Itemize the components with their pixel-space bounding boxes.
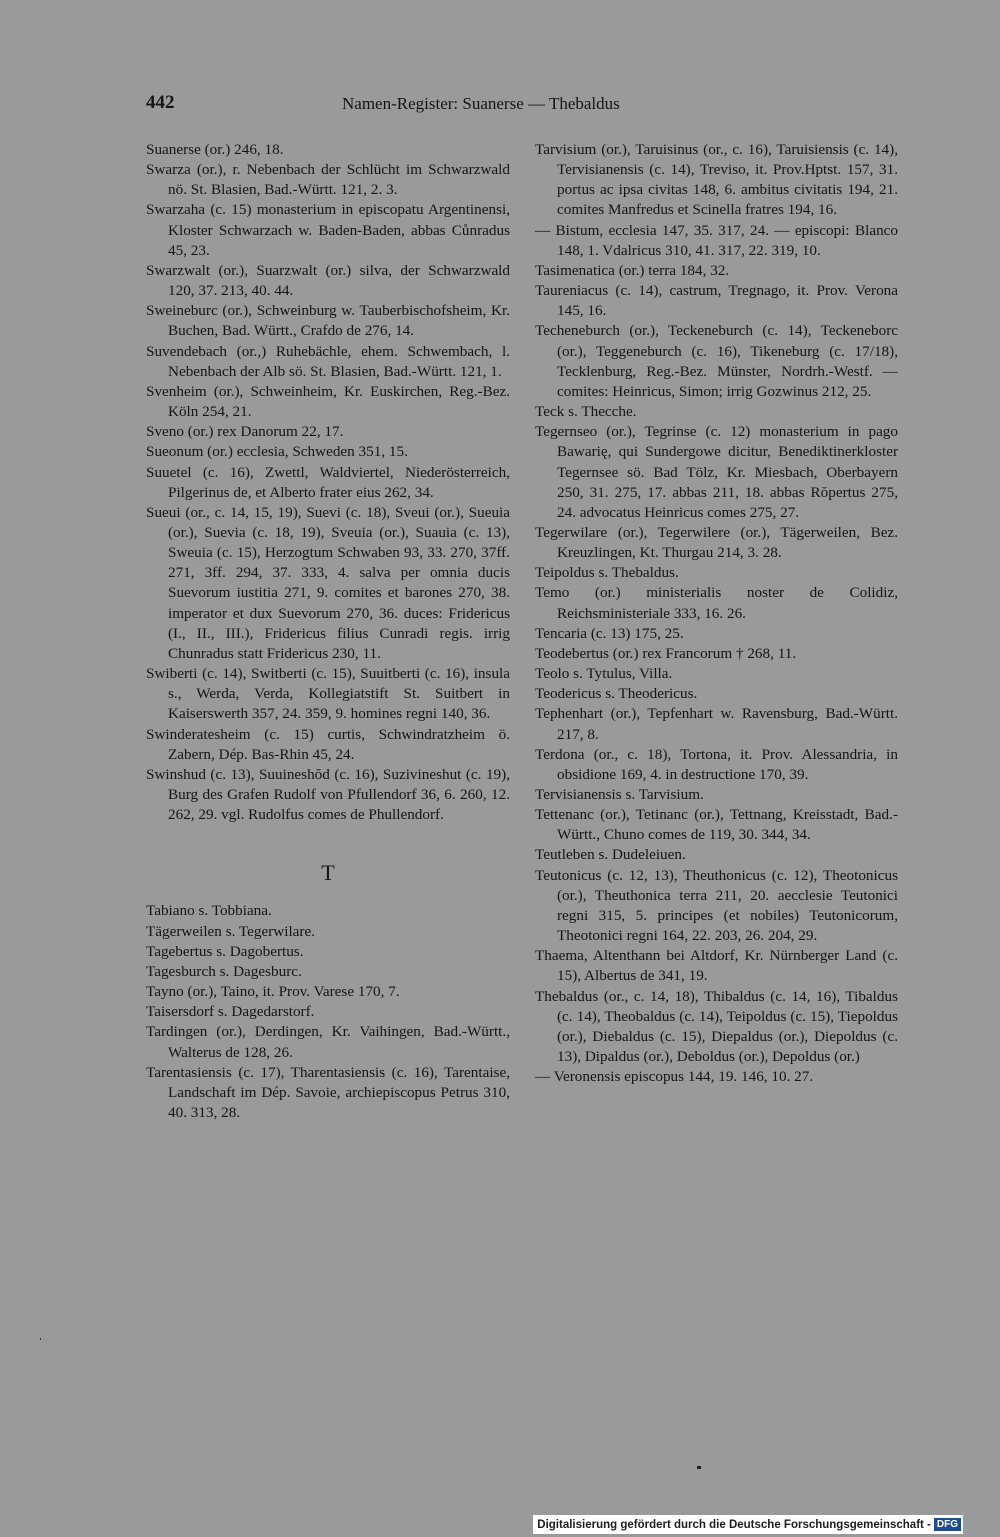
index-entry: Tägerweilen s. Tegerwilare. <box>146 922 316 940</box>
index-entry: — Veronensis episcopus 144, 19. 146, 10. 27. <box>535 1068 814 1086</box>
index-entry: Tayno (or.), Taino, it. Prov. Varese 170, 7. <box>146 983 400 1001</box>
index-entry: Taureniacus (c. 14), castrum, Tregnago, it. Prov. Verona 145, 16. <box>535 282 898 320</box>
index-entry: Teodebertus (or.) rex Francorum † 268, 11. <box>535 644 797 662</box>
right-entries <box>535 140 898 1087</box>
index-entry: Tasimenatica (or.) terra 184, 32. <box>535 261 730 279</box>
index-entry: Swinshud (c. 13), Suuineshŏd (c. 16), Suzivineshut (c. 19), Burg des Grafen Rudolf von Pfullendorf 36, 6. 260, 12. 262, 29. vgl. Rudolfus comes de Phullendorf. <box>146 765 510 824</box>
index-entry: Tagebertus s. Dagobertus. <box>146 942 304 960</box>
index-entry: Teodericus s. Theodericus. <box>535 685 698 703</box>
right-column <box>535 140 898 1087</box>
left-column <box>146 140 510 1123</box>
left-entries-b <box>146 901 510 1123</box>
index-entry: Sweineburc (or.), Schweinburg w. Tauberbischofsheim, Kr. Buchen, Bad. Württ., Crafdo de 276, 14. <box>146 302 510 340</box>
index-entry: Tervisianensis s. Tarvisium. <box>535 786 704 803</box>
index-entry: Temo (or.) ministerialis noster de Colidiz, Reichsministeriale 333, 16. 26. <box>535 584 898 622</box>
index-entry: Tabiano s. Tobbiana. <box>146 902 272 920</box>
index-entry: Sueonum (or.) ecclesia, Schweden 351, 15. <box>146 443 408 461</box>
index-entry: Tarvisium (or.), Taruisinus (or., c. 16), Taruisiensis (c. 14), Tervisianensis (c. 14), Treviso, it. Prov.Hptst. 157, 31. portus ac ipsa civitas 148, 6. ambitus civitatis 194, 21. comites Manfredus et Scinella fratres 194, 16. <box>535 141 898 219</box>
index-entry: Suanerse (or.) 246, 18. <box>146 141 284 158</box>
dfg-footer <box>533 1515 963 1534</box>
index-entry: Tardingen (or.), Derdingen, Kr. Vaihingen, Bad.-Württ., Walterus de 128, 26. <box>146 1023 510 1061</box>
section-letter-heading: T <box>321 860 335 886</box>
index-entry: Tephenhart (or.), Tepfenhart w. Ravensburg, Bad.-Württ. 217, 8. <box>535 705 898 743</box>
footer-text: Digitalisierung gefördert durch die Deutsche Forschungsgemeinschaft - <box>537 1518 931 1531</box>
index-entry: Terdona (or., c. 18), Tortona, it. Prov. Alessandria, in obsidione 169, 4. in destructione 170, 39. <box>535 745 898 783</box>
index-entry: Tettenanc (or.), Tetinanc (or.), Tettnang, Kreisstadt, Bad.-Württ., Chuno comes de 119, 30. 344, 34. <box>535 806 898 844</box>
index-entry: Tencaria (c. 13) 175, 25. <box>535 624 684 642</box>
index-entry: Sueui (or., c. 14, 15, 19), Suevi (c. 18), Sveui (or.), Sueuia (or.), Suevia (c. 18, 19), Sveuia (or.), Suauia (c. 13), Sweuia (c. 15), Herzogtum Schwaben 93, 33. 270, 37ff. 271, 3ff. 294, 37. 333, 4. salva per omnia ducis Suevorum iustitia 271, 9. comites et barones 270, 38. imperator et dux Suevorum 270, 36. duces: Fridericus (I., II., III.), Fridericus filius Cunradi regis. irrig Chunradus statt Fridericus 230, 11. <box>146 503 510 662</box>
index-entry: Sveno (or.) rex Danorum 22, 17. <box>146 423 344 441</box>
index-entry: Tegerwilare (or.), Tegerwilere (or.), Tägerweilen, Bez. Kreuzlingen, Kt. Thurgau 214, 3. 28. <box>535 523 898 562</box>
index-entry: Tarentasiensis (c. 17), Tharentasiensis (c. 16), Tarentaise, Landschaft im Dép. Savoie, archiepiscopus Petrus 310, 40. 313, 28. <box>146 1063 510 1122</box>
index-entry: Thebaldus (or., c. 14, 18), Thibaldus (c. 14, 16), Tibaldus (c. 14), Theobaldus (c. 14), Teipoldus (c. 15), Tiepoldus (or.), Diebaldus (c. 15), Diepaldus (or.), Diepoldus (c. 13), Dipaldus (or.), Deboldus (or.), Depoldus (or.) <box>535 987 898 1066</box>
dfg-logo-icon: DFG <box>934 1518 961 1531</box>
index-entry: Taisersdorf s. Dagedarstorf. <box>146 1003 315 1021</box>
index-entry: Thaema, Altenthann bei Altdorf, Kr. Nürnberger Land (c. 15), Albertus de 341, 19. <box>535 947 898 985</box>
index-entry: Teutonicus (c. 12, 13), Theuthonicus (c. 12), Theotonicus (or.), Theuthonica terra 211, 20. aecclesie Teutonici regni 315, 5. principes (et nobiles) Teutonicorum, Theotonici regni 164, 22. 203, 26. 204, 29. <box>535 866 898 945</box>
index-entry: Suvendebach (or.,) Ruhebächle, ehem. Schwembach, l. Nebenbach der Alb sö. St. Blasien, Bad.-Württ. 121, 1. <box>146 342 510 380</box>
index-entry: Teolo s. Tytulus, Villa. <box>535 665 673 683</box>
center-dot <box>697 1466 701 1469</box>
index-entry: Swarzaha (c. 15) monasterium in episcopatu Argentinensi, Kloster Schwarzach w. Baden-Baden, abbas Cůnradus 45, 23. <box>146 201 510 259</box>
index-entry: Swarza (or.), r. Nebenbach der Schlücht im Schwarzwald nö. St. Blasien, Bad.-Württ. 121, 2. 3. <box>146 161 510 199</box>
index-entry: Tegernseo (or.), Tegrinse (c. 12) monasterium in pago Bawarię, qui Sundergowe dicitur, Benediktinerkloster Tegernsee sö. Bad Tölz, Kr. Miesbach, Oberbayern 250, 31. 275, 17. abbas 211, 18. abbas Rŏpertus 275, 24. advocatus Heinricus comes 275, 27. <box>535 423 898 521</box>
index-entry: — Bistum, ecclesia 147, 35. 317, 24. — episcopi: Blanco 148, 1. Vdalricus 310, 41. 317, 22. 319, 10. <box>535 221 898 259</box>
index-entry: Teck s. Thecche. <box>535 403 637 421</box>
index-entry: Teutleben s. Dudeleiuen. <box>535 846 686 864</box>
index-entry: Swiberti (c. 14), Switberti (c. 15), Suuitberti (c. 16), insula s., Werda, Verda, Kollegiatstift St. Suitbert in Kaiserswerth 357, 24. 359, 9. homines regni 140, 36. <box>146 665 510 723</box>
index-entry: Svenheim (or.), Schweinheim, Kr. Euskirchen, Reg.-Bez. Köln 254, 21. <box>146 382 510 421</box>
index-entry: Suuetel (c. 16), Zwettl, Waldviertel, Niederösterreich, Pilgerinus de, et Alberto frater eius 262, 34. <box>146 463 510 501</box>
margin-mark <box>40 1338 41 1340</box>
index-entry: Swinderatesheim (c. 15) curtis, Schwindratzheim ö. Zabern, Dép. Bas-Rhin 45, 24. <box>146 725 510 763</box>
index-entry: Swarzwalt (or.), Suarzwalt (or.) silva, der Schwarzwald 120, 37. 213, 40. 44. <box>146 261 510 300</box>
page-number: 442 <box>146 92 175 113</box>
index-entry: Teipoldus s. Thebaldus. <box>535 564 679 582</box>
left-entries-a <box>146 140 510 825</box>
running-head: Namen-Register: Suanerse — Thebaldus <box>342 94 620 113</box>
index-entry: Tagesburch s. Dagesburc. <box>146 962 302 980</box>
index-entry: Techeneburch (or.), Teckeneburch (c. 14), Teckeneborc (or.), Teggeneburch (c. 16), Tikeneburg (c. 17/18), Tecklenburg, Reg.-Bez. Münster, Nordrh.-Westf. — comites: Heinricus, Simon; irrig Gozwinus 212, 25. <box>535 322 898 400</box>
